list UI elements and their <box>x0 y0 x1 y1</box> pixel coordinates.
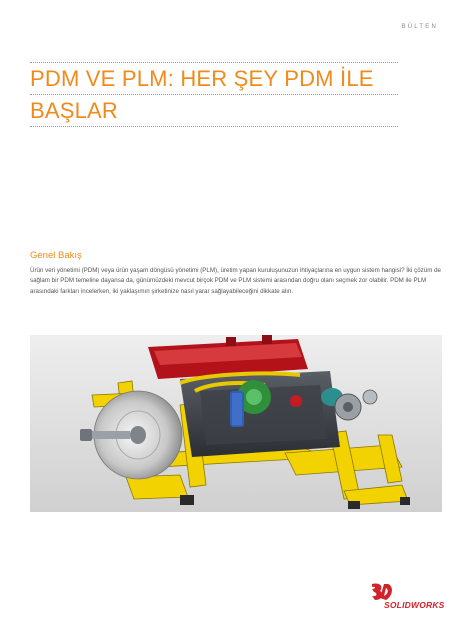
solidworks-wordmark: SOLIDWORKS <box>384 600 445 610</box>
title-block <box>30 62 398 127</box>
section-body-text: Ürün veri yönetimi (PDM) veya ürün yaşam döngüsü yönetimi (PLM), üretim yapan kuruluşunuzun ihtiyaçlarına en uygun sistem hangisi? İki çözüm de sağlam bir PDM temeline dayansa da, günümüzdeki mevcut birçok PDM ve PLM sistemi arasından doğru olanı seçmek zor olabilir. PDM ile PLM arasındaki farkları incelerken, iki yaklaşımın şirketinize nasıl yarar sağlayabileceğini dikkate alın. <box>30 267 441 295</box>
page-title-line-1: PDM VE PLM: HER ŞEY PDM İLE <box>30 66 374 91</box>
engine-assembly-illustration <box>30 335 442 512</box>
page-title-line-2: BAŞLAR <box>30 98 119 123</box>
document-type-tag: BÜLTEN <box>401 24 438 30</box>
section-heading: Genel Bakış <box>30 250 82 261</box>
title-divider-bottom <box>30 126 398 127</box>
